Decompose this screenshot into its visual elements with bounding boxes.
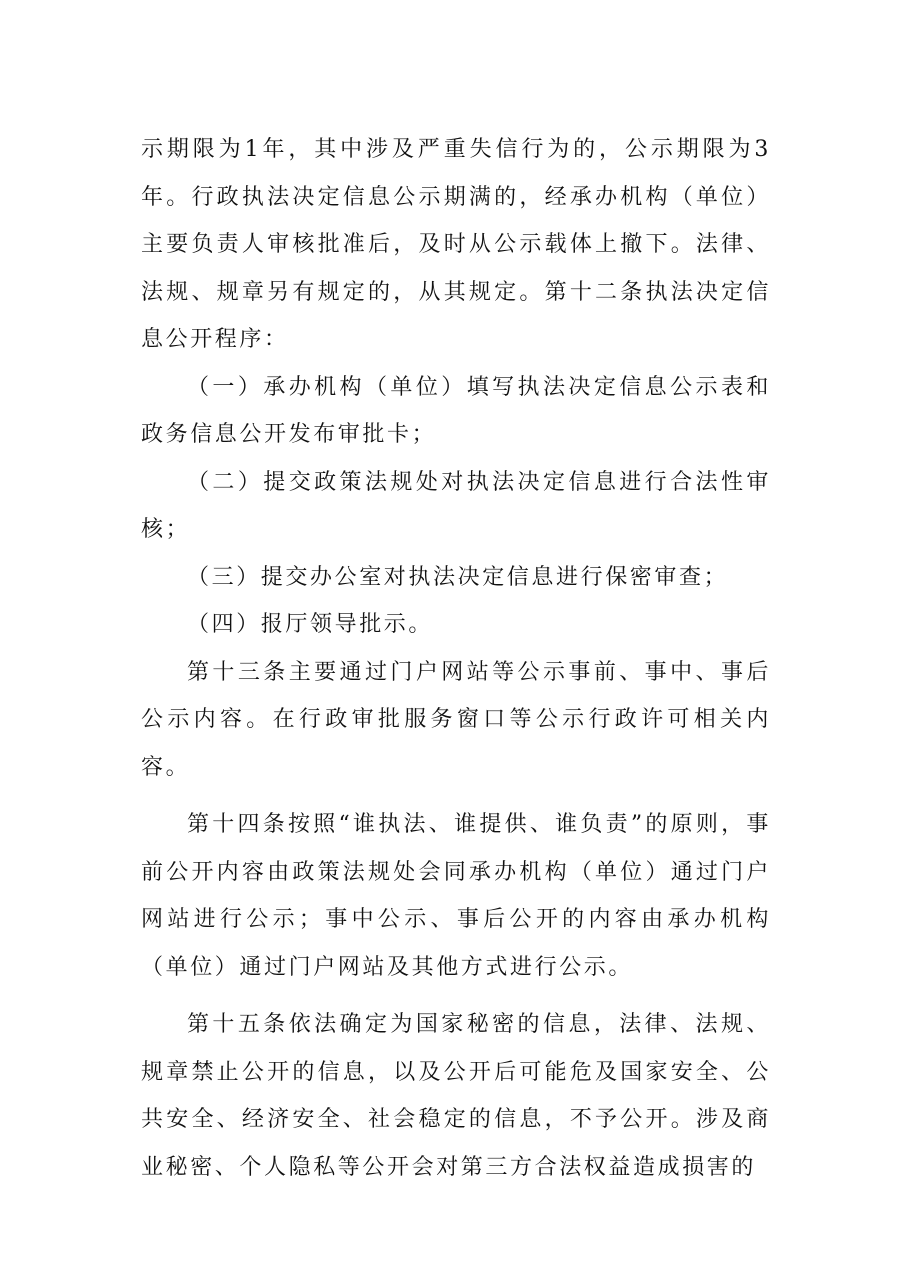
- paragraph-article-13: 第十三条主要通过门户网站等公示事前、事中、事后公示内容。在行政审批服务窗口等公示行政许可相关内容。: [141, 659, 771, 780]
- paragraph-step-three: （三）提交办公室对执法决定信息进行保密审查；: [187, 564, 729, 590]
- paragraph-article-14: 第十四条按照“谁执法、谁提供、谁负责”的原则，事前公开内容由政策法规处会同承办机构（单位）通过门户网站进行公示；事中公示、事后公开的内容由承办机构（单位）通过门户网站及其他方式进行公示。: [141, 812, 771, 980]
- paragraph-step-two: （二）提交政策法规处对执法决定信息进行合法性审核；: [141, 469, 771, 542]
- paragraph-continuation: 示期限为1年，其中涉及严重失信行为的，公示期限为3年。行政执法决定信息公示期满的，经承办机构（单位）主要负责人审核批准后，及时从公示载体上撤下。法律、法规、规章另有规定的，从其规定。第十二条执法决定信息公开程序：: [141, 137, 771, 352]
- paragraph-step-four: （四）报厅领导批示。: [187, 612, 434, 637]
- paragraph-article-15: 第十五条依法确定为国家秘密的信息，法律、法规、规章禁止公开的信息，以及公开后可能危及国家安全、公共安全、经济安全、社会稳定的信息，不予公开。涉及商业秘密、个人隐私等公开会对第三方合法权益造成损害的: [141, 1012, 771, 1180]
- paragraph-step-one: （一）承办机构（单位）填写执法决定信息公示表和政务信息公开发布审批卡；: [141, 374, 771, 447]
- document-body: [141, 126, 771, 1191]
